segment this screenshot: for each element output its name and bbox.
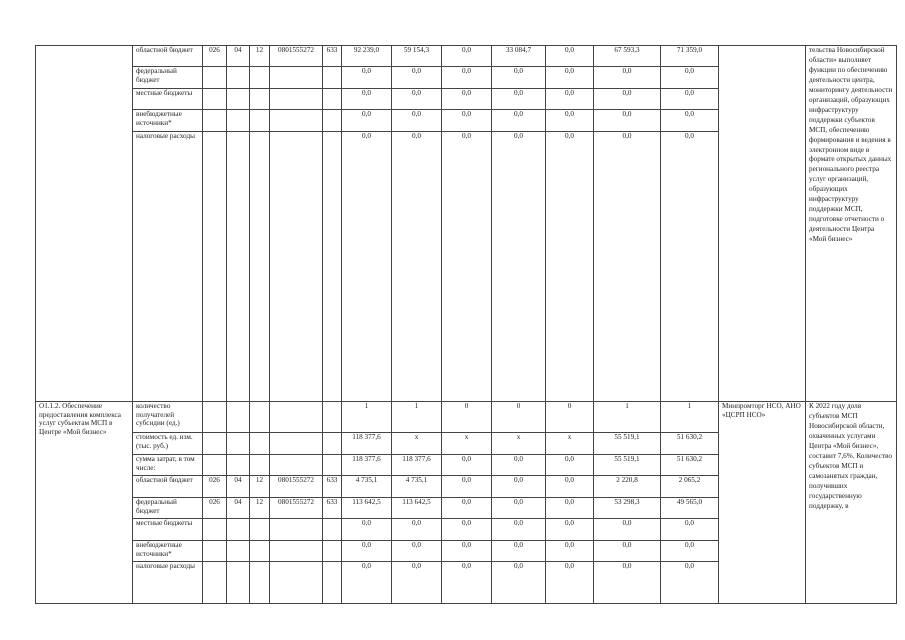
subsection-code-cell: [250, 433, 270, 455]
value-col-5: 0,0: [546, 541, 594, 562]
expense-type-cell: 633: [323, 498, 342, 519]
value-col-1: 113 642,5: [342, 498, 392, 519]
value-col-1: 0,0: [342, 519, 392, 541]
value-col-3: 0,0: [442, 562, 492, 604]
value-col-3: 0,0: [442, 476, 492, 498]
target-article-cell: [270, 541, 323, 562]
funding-source-cell: местные бюджеты: [133, 89, 203, 110]
gov-code-cell: [203, 519, 227, 541]
funding-source-cell: областной бюджет: [133, 476, 203, 498]
funding-source-cell: налоговые расходы: [133, 562, 203, 604]
funding-source-cell: местные бюджеты: [133, 519, 203, 541]
subsection-code-cell: [250, 541, 270, 562]
funding-source-cell: федеральный бюджет: [133, 498, 203, 519]
value-col-6: 0,0: [594, 110, 661, 132]
expense-type-cell: [323, 562, 342, 604]
value-col-1: 0,0: [342, 89, 392, 110]
value-col-2: 1: [392, 402, 442, 433]
expense-type-cell: [323, 89, 342, 110]
target-article-cell: [270, 519, 323, 541]
value-col-5: 0,0: [546, 46, 594, 67]
value-col-4: 0,0: [492, 67, 546, 89]
section-code-cell: [227, 562, 250, 604]
target-article-cell: [270, 110, 323, 132]
expense-type-cell: [323, 132, 342, 402]
subsection-code-cell: 12: [250, 498, 270, 519]
budget-table: [35, 45, 897, 604]
target-article-cell: [270, 67, 323, 89]
value-col-1: 92 239,0: [342, 46, 392, 67]
section-code-cell: [227, 433, 250, 455]
funding-source-cell: внебюджетные источники*: [133, 110, 203, 132]
value-col-2: 0,0: [392, 541, 442, 562]
value-col-6: 0,0: [594, 519, 661, 541]
value-col-2: 113 642,5: [392, 498, 442, 519]
value-col-4: 0: [492, 402, 546, 433]
value-col-7: 0,0: [661, 562, 719, 604]
gov-code-cell: 026: [203, 476, 227, 498]
value-col-1: 0,0: [342, 67, 392, 89]
target-article-cell: [270, 562, 323, 604]
value-col-7: 0,0: [661, 541, 719, 562]
value-col-6: 67 593,3: [594, 46, 661, 67]
value-col-6: 55 519,1: [594, 433, 661, 455]
section-code-cell: [227, 519, 250, 541]
value-col-2: 0,0: [392, 67, 442, 89]
target-article-cell: 0801555272: [270, 476, 323, 498]
value-col-2: 4 735,1: [392, 476, 442, 498]
subsection-code-cell: 12: [250, 476, 270, 498]
value-col-7: 49 565,0: [661, 498, 719, 519]
expense-type-cell: 633: [323, 46, 342, 67]
value-col-5: 0,0: [546, 562, 594, 604]
value-col-5: х: [546, 433, 594, 455]
value-col-3: 0,0: [442, 46, 492, 67]
value-col-1: 0,0: [342, 132, 392, 402]
value-col-5: 0,0: [546, 455, 594, 476]
section-code-cell: 04: [227, 476, 250, 498]
budget-document: [35, 45, 896, 601]
value-col-2: 0,0: [392, 132, 442, 402]
section-code-cell: [227, 455, 250, 476]
gov-code-cell: [203, 455, 227, 476]
value-col-4: 0,0: [492, 519, 546, 541]
value-col-7: 71 359,0: [661, 46, 719, 67]
target-article-cell: 0801555272: [270, 46, 323, 67]
value-col-7: 51 630,2: [661, 433, 719, 455]
subsection-code-cell: [250, 402, 270, 433]
subsection-code-cell: [250, 67, 270, 89]
value-col-2: х: [392, 433, 442, 455]
section-code-cell: [227, 402, 250, 433]
target-article-cell: [270, 455, 323, 476]
funding-source-cell: налоговые расходы: [133, 132, 203, 402]
subsection-code-cell: [250, 562, 270, 604]
funding-source-cell: сумма затрат, в том числе:: [133, 455, 203, 476]
expense-type-cell: [323, 402, 342, 433]
value-col-6: 0,0: [594, 541, 661, 562]
value-col-4: 0,0: [492, 562, 546, 604]
value-col-2: 0,0: [392, 89, 442, 110]
funding-source-cell: областной бюджет: [133, 46, 203, 67]
value-col-6: 0,0: [594, 562, 661, 604]
gov-code-cell: [203, 89, 227, 110]
value-col-7: 0,0: [661, 110, 719, 132]
funding-source-cell: стоимость ед. изм. (тыс. руб.): [133, 433, 203, 455]
value-col-3: 0,0: [442, 67, 492, 89]
value-col-4: х: [492, 433, 546, 455]
value-col-5: 0,0: [546, 67, 594, 89]
value-col-6: 0,0: [594, 89, 661, 110]
subsection-code-cell: [250, 132, 270, 402]
gov-code-cell: [203, 110, 227, 132]
value-col-7: 1: [661, 402, 719, 433]
value-col-3: 0,0: [442, 519, 492, 541]
value-col-3: 0: [442, 402, 492, 433]
section-code-cell: 04: [227, 46, 250, 67]
table-row: [36, 46, 897, 67]
measure-name-cell: [36, 46, 133, 402]
value-col-7: 2 065,2: [661, 476, 719, 498]
value-col-6: 0,0: [594, 132, 661, 402]
expense-type-cell: [323, 541, 342, 562]
value-col-5: 0,0: [546, 89, 594, 110]
section-code-cell: [227, 132, 250, 402]
gov-code-cell: [203, 132, 227, 402]
value-col-5: 0,0: [546, 132, 594, 402]
section-code-cell: [227, 110, 250, 132]
value-col-7: 0,0: [661, 89, 719, 110]
target-article-cell: 0801555272: [270, 498, 323, 519]
funding-source-cell: внебюджетные источники*: [133, 541, 203, 562]
expense-type-cell: [323, 455, 342, 476]
measure-name-cell: О1.1.2. Обеспечение предоставления комплекса услуг субъектам МСП в Центре «Мой бизнес»: [36, 402, 133, 604]
subsection-code-cell: [250, 455, 270, 476]
value-col-7: 0,0: [661, 132, 719, 402]
section-code-cell: 04: [227, 498, 250, 519]
value-col-5: 0,0: [546, 519, 594, 541]
target-article-cell: [270, 433, 323, 455]
subsection-code-cell: [250, 89, 270, 110]
value-col-6: 53 298,3: [594, 498, 661, 519]
gov-code-cell: [203, 67, 227, 89]
value-col-5: 0,0: [546, 476, 594, 498]
value-col-3: 0,0: [442, 541, 492, 562]
section-code-cell: [227, 541, 250, 562]
gov-code-cell: 026: [203, 498, 227, 519]
executor-cell: Минпромторг НСО, АНО «ЦСРП НСО»: [719, 402, 806, 604]
value-col-4: 0,0: [492, 89, 546, 110]
value-col-1: 1: [342, 402, 392, 433]
target-article-cell: [270, 132, 323, 402]
funding-source-cell: количество получателей субсидии (ед.): [133, 402, 203, 433]
value-col-3: 0,0: [442, 89, 492, 110]
gov-code-cell: [203, 402, 227, 433]
value-col-4: 0,0: [492, 110, 546, 132]
value-col-6: 1: [594, 402, 661, 433]
subsection-code-cell: 12: [250, 46, 270, 67]
expense-type-cell: [323, 110, 342, 132]
value-col-6: 2 220,8: [594, 476, 661, 498]
expense-type-cell: [323, 433, 342, 455]
value-col-3: 0,0: [442, 110, 492, 132]
funding-source-cell: федеральный бюджет: [133, 67, 203, 89]
executor-cell: [719, 46, 806, 402]
value-col-3: 0,0: [442, 498, 492, 519]
gov-code-cell: [203, 562, 227, 604]
value-col-1: 118 377,6: [342, 455, 392, 476]
target-article-cell: [270, 89, 323, 110]
expense-type-cell: [323, 519, 342, 541]
value-col-6: 0,0: [594, 67, 661, 89]
value-col-7: 0,0: [661, 67, 719, 89]
value-col-6: 55 519,1: [594, 455, 661, 476]
value-col-4: 0,0: [492, 455, 546, 476]
value-col-5: 0: [546, 402, 594, 433]
expense-type-cell: [323, 67, 342, 89]
section-code-cell: [227, 67, 250, 89]
value-col-1: 0,0: [342, 110, 392, 132]
value-col-1: 0,0: [342, 562, 392, 604]
value-col-2: 0,0: [392, 519, 442, 541]
value-col-5: 0,0: [546, 498, 594, 519]
value-col-4: 33 084,7: [492, 46, 546, 67]
gov-code-cell: [203, 433, 227, 455]
value-col-7: 51 630,2: [661, 455, 719, 476]
section-code-cell: [227, 89, 250, 110]
value-col-1: 4 735,1: [342, 476, 392, 498]
expected-result-cell: тельства Новосибирской области» выполняет функции по обеспечению деятельности центра, мониторингу деятельности организаций, образующих инфраструктуру поддержки субъектов МСП, обеспечению формирования и ведения в электронном виде в формате открытых данных регионального реестра услуг организаций, образующих инфраструктуру поддержки МСП, подготовке отчетности о деятельности Центра «Мой бизнес»: [806, 46, 897, 402]
value-col-1: 0,0: [342, 541, 392, 562]
value-col-4: 0,0: [492, 132, 546, 402]
value-col-4: 0,0: [492, 498, 546, 519]
expected-result-cell: К 2022 году доля субъектов МСП Новосибирской области, охваченных услугами Центра «Мой бизнес», составит 7,6%. Количество субъектов МСП и самозанятых граждан, получивших государственную поддержку, в: [806, 402, 897, 604]
gov-code-cell: [203, 541, 227, 562]
value-col-7: 0,0: [661, 519, 719, 541]
value-col-2: 0,0: [392, 110, 442, 132]
gov-code-cell: 026: [203, 46, 227, 67]
value-col-1: 118 377,6: [342, 433, 392, 455]
value-col-5: 0,0: [546, 110, 594, 132]
expense-type-cell: 633: [323, 476, 342, 498]
value-col-2: 0,0: [392, 562, 442, 604]
subsection-code-cell: [250, 110, 270, 132]
value-col-4: 0,0: [492, 541, 546, 562]
value-col-4: 0,0: [492, 476, 546, 498]
table-row: [36, 402, 897, 433]
value-col-3: 0,0: [442, 132, 492, 402]
value-col-2: 59 154,3: [392, 46, 442, 67]
value-col-2: 118 377,6: [392, 455, 442, 476]
value-col-3: х: [442, 433, 492, 455]
subsection-code-cell: [250, 519, 270, 541]
target-article-cell: [270, 402, 323, 433]
value-col-3: 0,0: [442, 455, 492, 476]
